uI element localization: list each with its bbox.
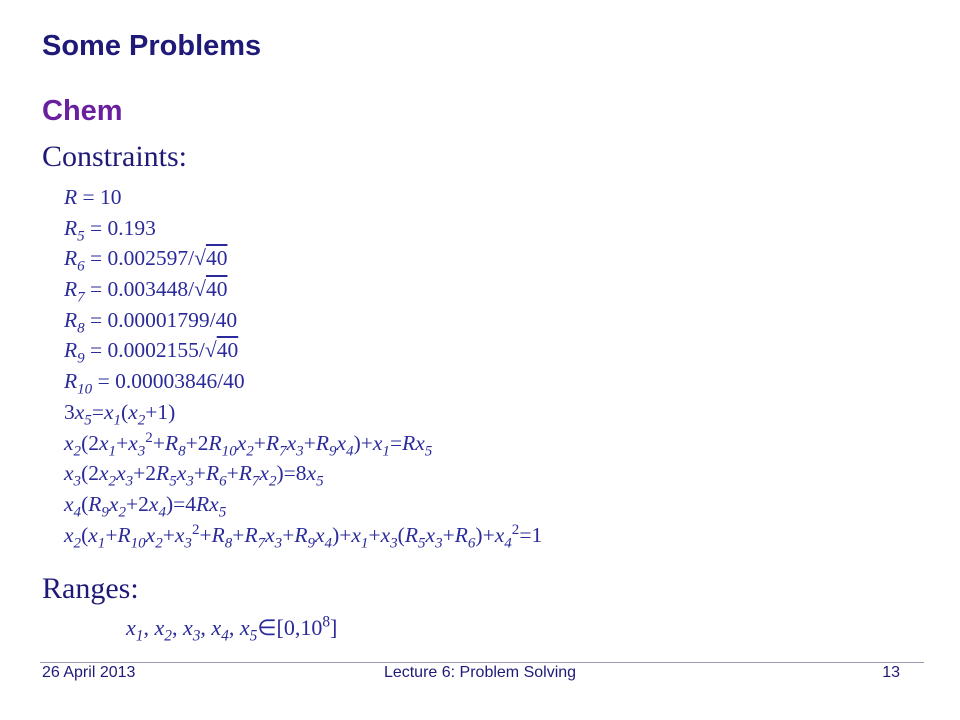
equation: $x_2(2x_1+x_3^2+R_8+2R_{10}x_2+R_7x_3+R_9x_4)+x_1=Rx_5$ — [64, 429, 433, 459]
equation: $R_7 = 0.003448/√40$ — [64, 277, 228, 306]
equation: $3x_5=x_1(x_2+1)$ — [64, 399, 176, 429]
footer-lecture-title: Lecture 6: Problem Solving — [383, 664, 577, 681]
equation: $R_6 = 0.002597/√40$ — [64, 246, 228, 275]
equation: $x_3(2x_2x_3+2R_5x_3+R_6+R_7x_2)=8x_5$ — [64, 461, 324, 490]
constraints-heading: Constraints: — [42, 140, 188, 173]
page-number: 13 — [882, 664, 900, 681]
slide-subtitle: Chem — [42, 95, 123, 127]
equation: $x_2(x_1+R_{10}x_2+x_3^2+R_8+R_7x_3+R_9x_4)+x_1+x_3(R_5x_3+R_6)+x_4^2=1$ — [64, 521, 543, 551]
ranges-heading: Ranges: — [42, 572, 139, 605]
equation: $R_{10} = 0.00003846/40$ — [64, 369, 245, 398]
equation-list — [64, 182, 542, 550]
equation: $R_5 = 0.193$ — [64, 215, 156, 244]
footer-divider — [40, 662, 924, 663]
equation: $R_8 = 0.00001799/40$ — [64, 307, 238, 337]
range-expression: $x_1$, $x_2$, $x_3$, $x_4$, $x_5\in[0,10^8]$ — [126, 613, 338, 645]
footer-date: 26 April 2013 — [42, 664, 136, 681]
equation: $R_9 = 0.0002155/√40$ — [64, 338, 239, 367]
equation: R = 10 — [64, 185, 122, 209]
slide-title: Some Problems — [42, 30, 262, 62]
equation: $x_4(R_9x_2+2x_4)=4Rx_5$ — [64, 491, 227, 521]
